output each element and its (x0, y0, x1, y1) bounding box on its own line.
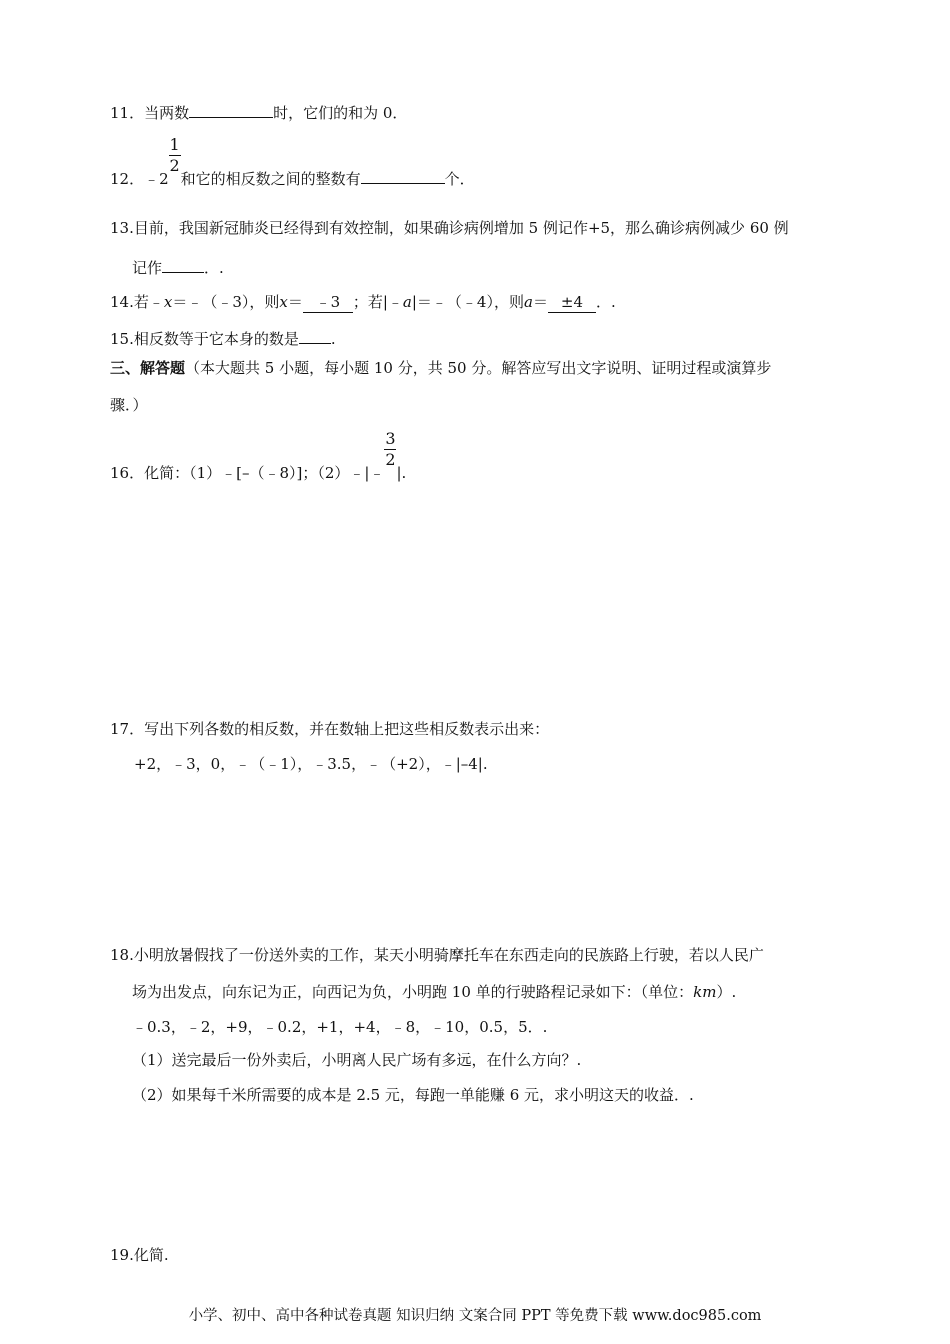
q18-line-2-post: ）. (716, 983, 737, 1001)
question-18-sub-1: （1）送完最后一份外卖后，小明离人民广场有多远，在什么方向？. (132, 1051, 582, 1069)
question-17-values: +2，﹣3，0，﹣（﹣1），﹣3.5，﹣（+2），﹣|–4|. (134, 755, 488, 773)
q14-text-5: |＝﹣（﹣4），则 (411, 293, 524, 311)
q16-text-pre: 16．化简：（1）﹣[–（﹣8）]；（2）﹣|﹣ (110, 463, 385, 482)
q11-text-post: 时，它们的和为 0． (273, 104, 408, 122)
question-14 (110, 292, 616, 313)
q12-text-pre: 和它的相反数之间的整数有 (180, 169, 361, 188)
q14-answer-1: ﹣3 (303, 292, 353, 313)
section-3-description-cont: 骤．） (110, 396, 148, 414)
section-3-title: 三、解答题 (110, 359, 186, 377)
question-12 (110, 135, 475, 188)
section-3-description: （本大题共 5 小题，每小题 10 分，共 50 分。解答应写出文字说明、证明过程或演算步 (185, 359, 772, 377)
q14-var-x: x (163, 293, 173, 311)
q15-text-post: . (330, 330, 336, 348)
q14-var-a: a (402, 293, 412, 311)
q14-text-7: ．. (595, 293, 616, 311)
q12-fraction (169, 136, 181, 175)
q16-text-post: |. (396, 463, 407, 482)
q15-text: 15.相反数等于它本身的数是 (110, 330, 299, 348)
q14-answer-2: ±4 (548, 292, 596, 313)
q13-text-pre: 记作 (132, 259, 163, 277)
q15-answer-blank (299, 327, 331, 344)
q12-fraction-numerator: 1 (169, 135, 180, 154)
q14-text-4: ；若|﹣ (352, 293, 403, 311)
q13-text-post: ．. (204, 259, 224, 277)
question-17-line-1: 17．写出下列各数的相反数，并在数轴上把这些相反数表示出来： (110, 720, 550, 738)
question-18-line-2 (132, 982, 736, 1002)
q18-line-2-text: 场为出发点，向东记为正，向西记为负，小明跑 10 单的行驶路程记录如下：（单位： (132, 983, 694, 1001)
question-15 (110, 327, 336, 349)
q11-text-pre: 当两数 (144, 104, 190, 122)
q14-var-a-2: a (523, 293, 533, 311)
question-18-sub-2: （2）如果每千米所需要的成本是 2.5 元，每跑一单能赚 6 元，求小明这天的收益．. (132, 1086, 694, 1104)
q14-var-x-2: x (279, 293, 288, 311)
question-18-line-1: 18.小明放暑假找了一份送外卖的工作，某天小明骑摩托车在东西走向的民族路上行驶，若以人民广 (110, 946, 764, 964)
question-13-line-1: 13.目前，我国新冠肺炎已经得到有效控制，如果确诊病例增加 5 例记作+5，那么确诊病例减少 60 例 (110, 219, 789, 237)
q14-text-1: 14.若﹣ (110, 293, 164, 311)
q12-text-post: 个． (444, 169, 475, 188)
q14-text-3: ＝ (287, 293, 303, 311)
section-3-heading (110, 358, 771, 378)
q13-answer-blank (162, 256, 204, 273)
q14-text-6: ＝ (532, 293, 548, 311)
page-footer: 小学、初中、高中各种试卷真题 知识归纳 文案合同 PPT 等免费下载 www.doc985.com (188, 1308, 762, 1324)
q12-number: 12． (110, 169, 145, 188)
q11-answer-blank (189, 101, 273, 118)
q12-answer-blank (361, 167, 445, 184)
question-16 (110, 429, 407, 482)
q16-fraction-denominator: 2 (385, 450, 396, 469)
q12-neg: ﹣2 (144, 169, 169, 188)
q14-text-2: ＝﹣（﹣3），则 (172, 293, 280, 311)
question-13-line-2 (132, 256, 224, 278)
question-19: 19.化简. (110, 1246, 169, 1264)
q11-number: 11． (110, 104, 145, 122)
q16-fraction (384, 430, 396, 469)
q18-unit: km (693, 983, 717, 1001)
q16-fraction-numerator: 3 (385, 429, 396, 448)
q12-fraction-denominator: 2 (169, 156, 180, 175)
question-18-data: ﹣0.3，﹣2，+9，﹣0.2，+1，+4，﹣8，﹣10，0.5，5．. (132, 1018, 548, 1036)
question-11 (110, 101, 407, 123)
